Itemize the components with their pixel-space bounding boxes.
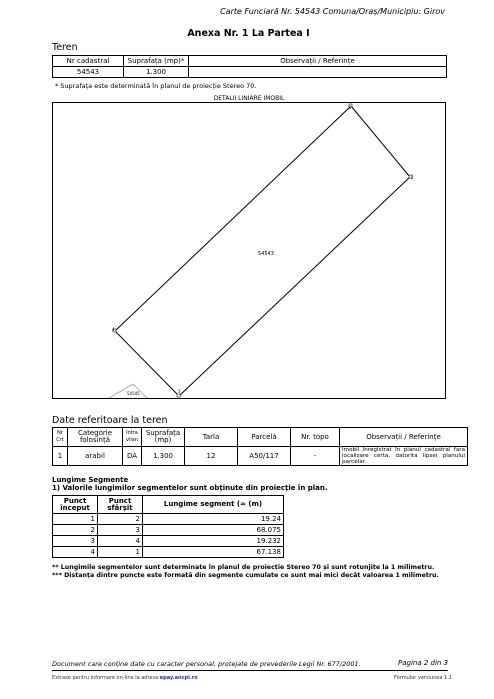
- table-cell: 1.300: [142, 447, 185, 466]
- table-cell: DA: [123, 447, 142, 466]
- referitoare-section-title: Date referitoare la teren: [52, 415, 168, 426]
- table-cell: 67.138: [143, 547, 284, 558]
- referitoare-table: [52, 427, 468, 466]
- corner-label: 1: [349, 105, 352, 110]
- table-cell: 3: [53, 536, 98, 547]
- header-cell: Punct început: [53, 496, 98, 514]
- header-cell: Suprafața (mp): [142, 428, 185, 447]
- segmente-subtitle: 1) Valorile lungimilor segmentelor sunt obținute din proiecție în plan.: [52, 484, 328, 492]
- table-cell: 68.075: [143, 525, 284, 536]
- header-cell: Lungime segment (≈ (m): [143, 496, 284, 514]
- segmente-section-title: Lungime Segmente: [52, 476, 129, 484]
- table-cell: Imobil înregistrat în planul cadastral fara localizare certa, datorita lipsei planului parcelar.: [340, 447, 468, 466]
- segmente-table: [52, 495, 284, 558]
- table-cell: 19.24: [143, 514, 284, 525]
- table-cell: 4: [53, 547, 98, 558]
- table-cell: 1: [53, 514, 98, 525]
- table-header-row: [53, 496, 284, 514]
- annex-title: Anexa Nr. 1 La Partea I: [187, 28, 310, 39]
- table-row: [53, 67, 447, 78]
- table-header-row: [53, 56, 447, 67]
- footer-site-link[interactable]: epay.ancpi.ro: [159, 675, 198, 681]
- footer-disclaimer: Document care conține date cu caracter personal, protejate de prevederile Legii Nr. 677/2001.: [52, 660, 361, 668]
- parcel-plan: [52, 94, 446, 399]
- table-cell: 54543: [53, 67, 124, 78]
- header-cell: Nr. topo: [291, 428, 340, 447]
- parcel-label: 54543: [258, 251, 274, 257]
- header-cell: Observații / Referințe: [340, 428, 468, 447]
- corner-label: 3: [178, 389, 181, 394]
- parcel-drawing: [53, 95, 445, 398]
- segment-note-rounding: ** Lungimile segmentelor sunt determinate în planul de proiecție Stereo 70 și sunt rotunjite la 1 milimetru.: [52, 564, 435, 571]
- table-row: [53, 536, 284, 547]
- plan-title: DETALII LINIARE IMOBIL: [52, 94, 446, 103]
- footer-extract-text: Extrase pentru informare on-line la adresa: [52, 675, 160, 681]
- surface-note: * Suprafața este determinată în planul de proiecție Stereo 70.: [55, 82, 257, 90]
- table-cell: 1: [53, 447, 68, 466]
- table-cell: 19.232: [143, 536, 284, 547]
- table-row: [53, 525, 284, 536]
- header-cell: Nr Crt: [53, 428, 68, 447]
- header-cell: Observații / Referințe: [189, 56, 447, 67]
- segment-notes: [52, 564, 439, 580]
- segment-note-distance: *** Distanța dintre puncte este formată din segmente cumulate ce sunt mai mici decât valoarea 1 milimetru.: [52, 572, 439, 579]
- table-cell: 12: [185, 447, 238, 466]
- table-cell: 4: [98, 536, 143, 547]
- carte-funciara-header: Carte Funciară Nr. 54543 Comuna/Oraș/Municipiu: Girov: [220, 7, 445, 16]
- header-cell: Punct sfârșit: [98, 496, 143, 514]
- teren-table: [52, 55, 447, 78]
- header-cell: Nr cadastral: [53, 56, 124, 67]
- corner-label: 2: [411, 175, 414, 180]
- table-cell: 3: [98, 525, 143, 536]
- footer-divider: [52, 670, 448, 671]
- header-cell: Tarla: [185, 428, 238, 447]
- table-header-row: [53, 428, 468, 447]
- table-cell: [189, 67, 447, 78]
- header-cell: Suprafața (mp)*: [124, 56, 189, 67]
- corner-marker: [177, 394, 180, 397]
- teren-section-title: Teren: [52, 42, 78, 53]
- footer-extract: [52, 675, 198, 681]
- page-number: Pagina 2 din 3: [398, 659, 449, 667]
- header-cell: Parcelă: [238, 428, 291, 447]
- table-row: [53, 514, 284, 525]
- corner-label: 4: [112, 327, 115, 332]
- table-row: [53, 447, 468, 466]
- header-cell: Intra vilan: [123, 428, 142, 447]
- table-cell: 1.300: [124, 67, 189, 78]
- table-cell: 1: [98, 547, 143, 558]
- table-cell: -: [291, 447, 340, 466]
- header-cell: Categorie folosință: [68, 428, 123, 447]
- table-cell: arabil: [68, 447, 123, 466]
- form-version: Formular versiunea 1.1: [394, 675, 452, 681]
- table-cell: A50/117: [238, 447, 291, 466]
- table-row: [53, 547, 284, 558]
- neighbor-label: 54545: [127, 391, 140, 396]
- table-cell: 2: [53, 525, 98, 536]
- table-cell: 2: [98, 514, 143, 525]
